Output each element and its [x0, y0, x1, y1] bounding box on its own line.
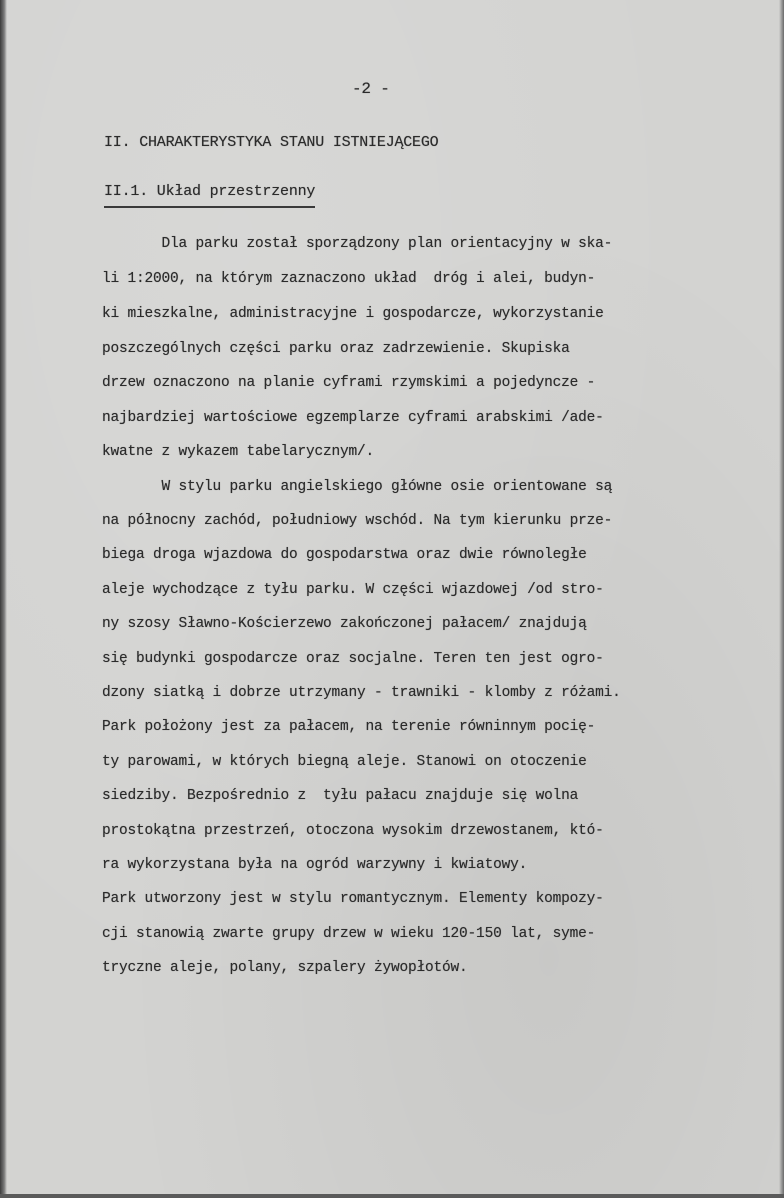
section-heading: II. CHARAKTERYSTYKA STANU ISTNIEJĄCEGO — [104, 134, 439, 151]
body-line: najbardziej wartościowe egzemplarze cyframi arabskimi /ade- — [102, 410, 604, 426]
body-line: dzony siatką i dobrze utrzymany - trawniki - klomby z różami. — [102, 685, 621, 701]
body-line: ny szosy Sławno-Kościerzewo zakończonej pałacem/ znajdują — [102, 616, 587, 632]
body-line: ty parowami, w których biegną aleje. Stanowi on otoczenie — [102, 754, 587, 770]
body-line: się budynki gospodarcze oraz socjalne. Teren ten jest ogro- — [102, 651, 604, 667]
body-line: poszczególnych części parku oraz zadrzewienie. Skupiska — [102, 341, 570, 357]
page-bottom-edge — [0, 1194, 784, 1198]
subsection-heading: II.1. Układ przestrzenny — [104, 183, 315, 208]
body-line: ki mieszkalne, administracyjne i gospodarcze, wykorzystanie — [102, 306, 604, 322]
body-line: drzew oznaczono na planie cyframi rzymskimi a pojedyncze - — [102, 375, 596, 391]
body-line: Park położony jest za pałacem, na terenie równinnym pocię- — [102, 719, 596, 735]
body-line: aleje wychodzące z tyłu parku. W części wjazdowej /od stro- — [102, 582, 604, 598]
page-binding-edge — [0, 0, 7, 1198]
body-line: cji stanowią zwarte grupy drzew w wieku 120-150 lat, syme- — [102, 926, 596, 942]
page-right-edge — [779, 0, 784, 1198]
body-line: na północny zachód, południowy wschód. Na tym kierunku prze- — [102, 513, 613, 529]
body-line: tryczne aleje, polany, szpalery żywopłotów. — [102, 960, 468, 976]
page-number: -2 - — [352, 80, 390, 98]
body-line: ra wykorzystana była na ogród warzywny i kwiatowy. — [102, 857, 528, 873]
body-line: biega droga wjazdowa do gospodarstwa oraz dwie równoległe — [102, 547, 587, 563]
body-line: W stylu parku angielskiego główne osie orientowane są — [102, 479, 613, 495]
body-line: li 1:2000, na którym zaznaczono układ dróg i alei, budyn- — [102, 271, 596, 287]
body-line: Dla parku został sporządzony plan orientacyjny w ska- — [102, 236, 613, 252]
body-line: Park utworzony jest w stylu romantycznym. Elementy kompozy- — [102, 891, 604, 907]
body-line: siedziby. Bezpośrednio z tyłu pałacu znajduje się wolna — [102, 788, 579, 804]
body-line: prostokątna przestrzeń, otoczona wysokim drzewostanem, któ- — [102, 823, 604, 839]
body-line: kwatne z wykazem tabelarycznym/. — [102, 444, 375, 460]
